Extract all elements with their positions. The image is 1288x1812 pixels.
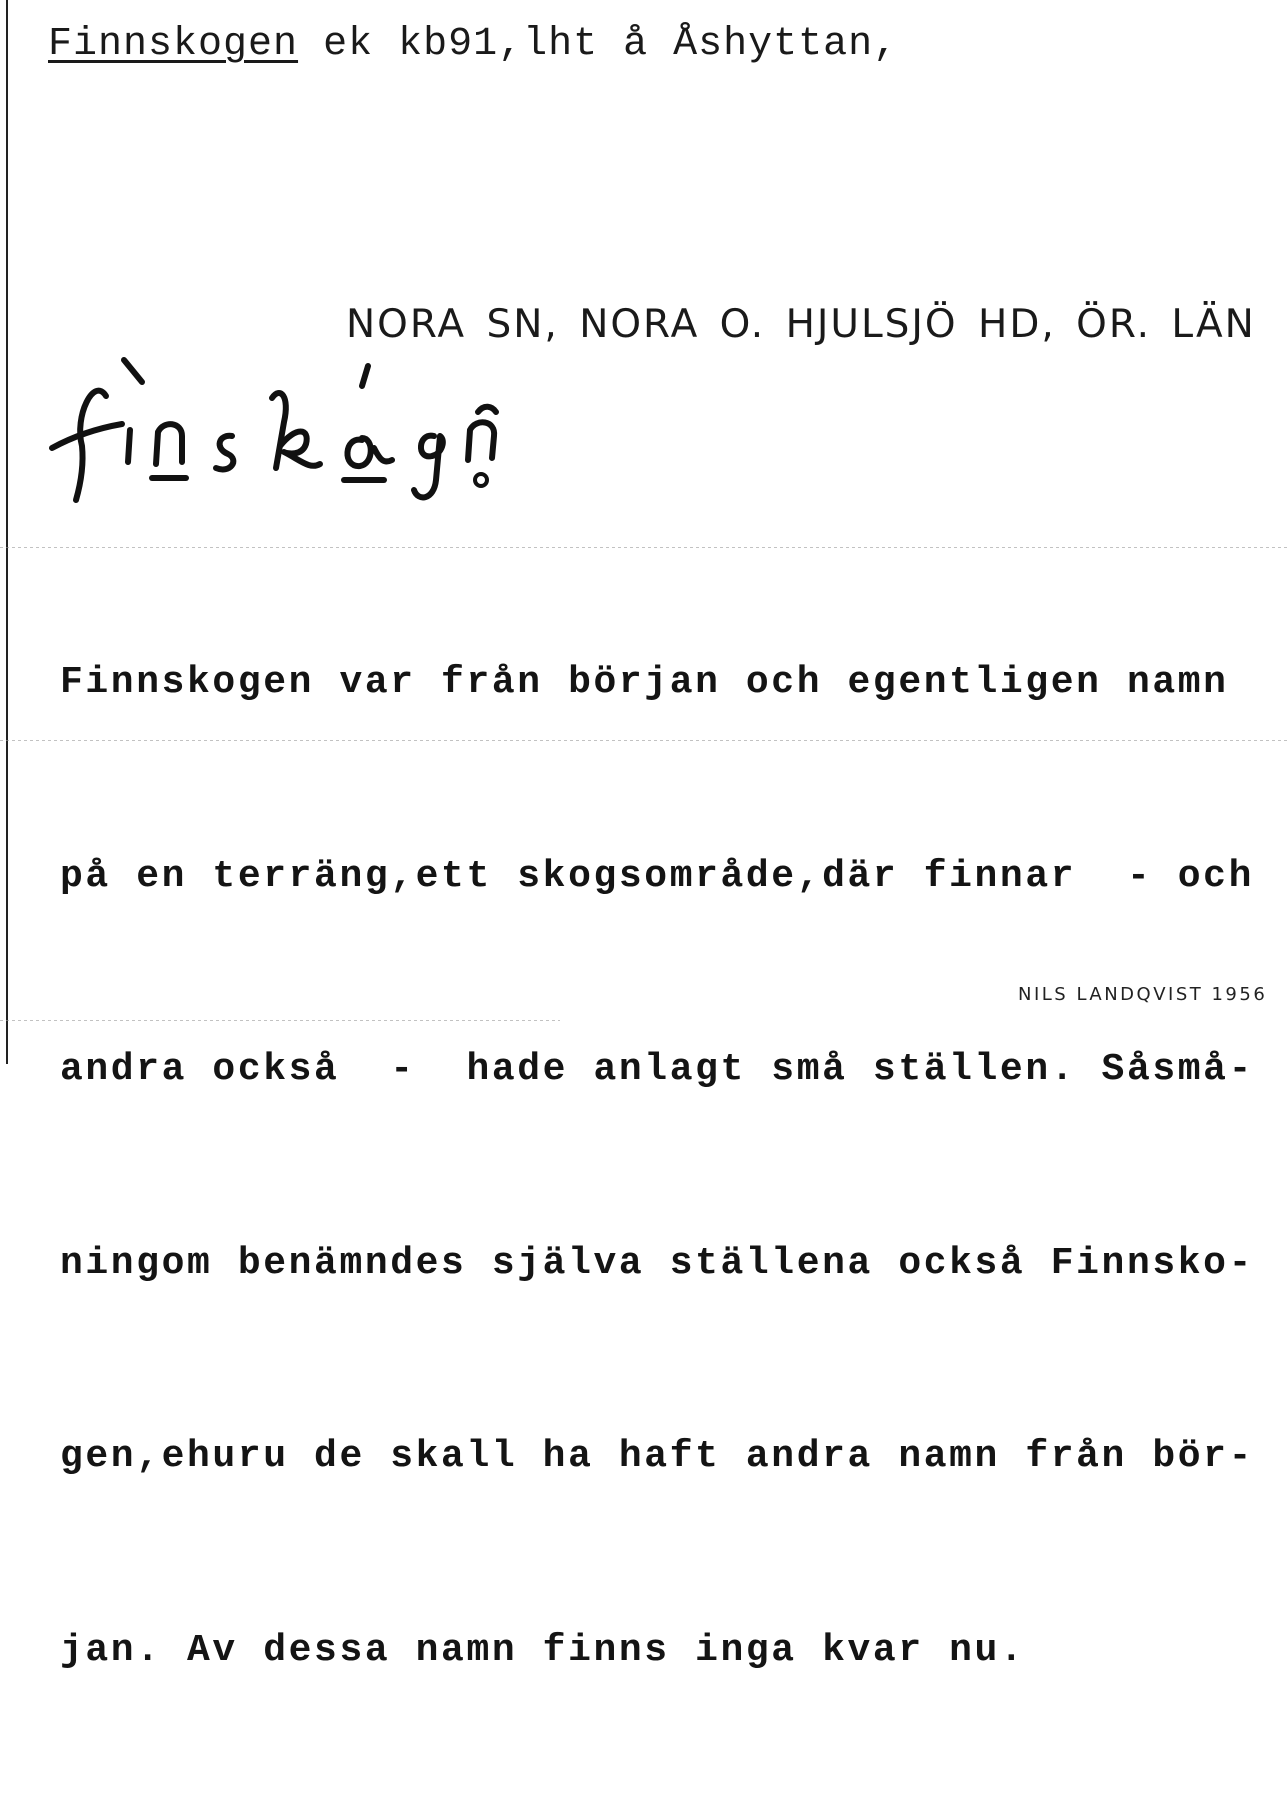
description-line: Finnskogen var från början och egentligen namn [60, 661, 1229, 704]
description-line: jan. Av dessa namn finns inga kvar nu. [60, 1628, 1026, 1672]
source-reference: ek kb91,lht å Åshyttan, [323, 22, 899, 67]
phonetic-transcription-handwritten [44, 356, 514, 506]
place-name: Finnskogen [48, 22, 299, 67]
description-line: ningom benämndes själva ställena också Finnsko- [60, 1241, 1254, 1285]
parish-district-county: NORA SN, NORA O. HJULSJÖ HD, ÖR. LÄN [346, 302, 1256, 347]
description-line: andra också - hade anlagt små ställen. Såsmå- [60, 1048, 1254, 1091]
description-line: gen,ehuru de skall ha haft andra namn från bör- [60, 1435, 1254, 1478]
description-line: på en terräng,ett skogsområde,där finnar - och [60, 854, 1254, 898]
collector-signature: NILS LANDQVIST 1956 [1018, 984, 1268, 1005]
card-left-edge [6, 0, 8, 1064]
card-header [48, 22, 898, 67]
description-text [60, 522, 1282, 1812]
